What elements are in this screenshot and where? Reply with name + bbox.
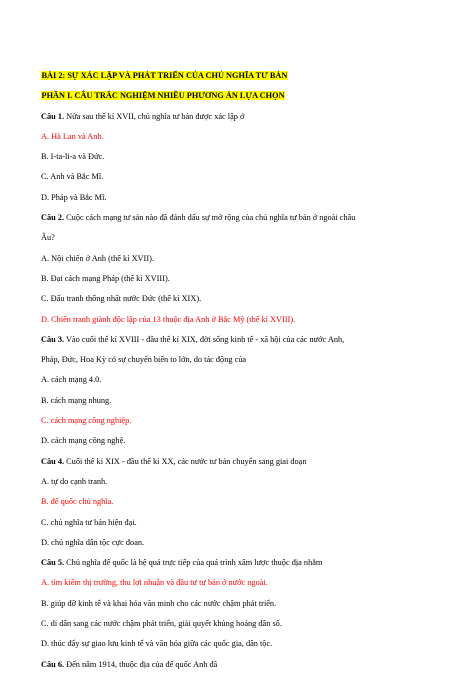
question-1-text: Nửa sau thế kỉ XVII, chủ nghĩa tư bản được xác lập ở [64,111,245,121]
document-content [41,66,411,675]
lesson-title-line [41,66,411,86]
question-3-option-d: D. cách mạng công nghệ. [41,436,126,446]
question-3-option-b: B. cách mạng nhung. [41,395,112,405]
question-1-option-d: D. Pháp và Bắc Mĩ. [41,192,107,202]
question-1 [41,107,411,127]
question-4-option-a: A. tự do cạnh tranh. [41,476,108,486]
question-5 [41,553,411,573]
question-5-option-b: B. giúp đỡ kinh tế và khai hóa văn minh cho các nước chậm phát triển. [41,598,277,608]
question-2-text-line1: Cuộc cách mạng tư sản nào đã đánh dấu sự mở rộng của chủ nghĩa tư bản ở ngoài châu [64,213,356,223]
question-5-text: Chủ nghĩa đế quốc là hệ quả trực tiếp của quá trình xâm lược thuộc địa nhằm [64,558,323,568]
question-3-text-line1: Vào cuối thế kỉ XVIII - đầu thế kỉ XIX, đời sống kinh tế - xã hội của các nước Anh, [64,334,345,344]
question-4-option-b: B. đế quốc chủ nghĩa. [41,497,114,507]
question-2-option-c: C. Đấu tranh thống nhất nước Đức (thế kỉ XIX). [41,294,202,304]
question-6-label: Câu 6. [41,659,65,669]
question-5-option-a: A. tìm kiếm thị trường, thu lợi nhuận và đầu tư tư bản ở nước ngoài. [41,578,268,588]
section-title: PHẦN I. CÂU TRẮC NGHIỆM NHIỀU PHƯƠNG ÁN LỰA CHỌN [41,91,285,101]
question-1-option-c: C. Anh và Bắc Mĩ. [41,172,104,182]
question-4-option-d: D. chủ nghĩa dân tộc cực đoan. [41,537,145,547]
question-5-label: Câu 5. [41,558,65,568]
question-3 [41,330,411,350]
question-1-option-a: A. Hà Lan và Anh. [41,131,104,141]
question-4-label: Câu 4. [41,456,65,466]
question-2-label: Câu 2. [41,213,65,223]
question-3-text-line2: Pháp, Đức, Hoa Kỳ có sự chuyển biến to lớn, do tác động của [41,355,247,365]
question-2-text-line2: Âu? [41,233,55,243]
question-3-label: Câu 3. [41,334,65,344]
question-1-option-b: B. I-ta-li-a và Đức. [41,152,105,162]
question-2-option-a: A. Nội chiến ở Anh (thế kỉ XVII). [41,253,154,263]
question-2 [41,208,411,228]
question-5-option-d: D. thúc đẩy sự giao lưu kinh tế và văn hóa giữa các quốc gia, dân tộc. [41,639,273,649]
question-1-label: Câu 1. [41,111,65,121]
question-3-option-c: C. cách mạng công nghiệp. [41,416,132,426]
question-6-text: Đến năm 1914, thuộc địa của đế quốc Anh đã [64,659,218,669]
question-2-option-b: B. Đại cách mạng Pháp (thế kỉ XVIII). [41,273,170,283]
section-title-line [41,86,411,106]
question-2-option-d: D. Chiến tranh giành độc lập của 13 thuộc địa Anh ở Bắc Mỹ (thế kỉ XVIII). [41,314,296,324]
question-5-option-c: C. di dân sang các nước chậm phát triển, giải quyết khủng hoảng dân số. [41,619,282,629]
question-6 [41,655,411,675]
question-4 [41,452,411,472]
question-3-option-a: A. cách mạng 4.0. [41,375,102,385]
question-4-text: Cuối thế kỉ XIX - đầu thế kỉ XX, các nước tư bản chuyển sang giai đoạn [64,456,307,466]
lesson-title: BÀI 2: SỰ XÁC LẬP VÀ PHÁT TRIỂN CỦA CHỦ NGHĨA TƯ BẢN [41,71,288,80]
question-4-option-c: C. chủ nghĩa tư bản hiện đại. [41,517,137,527]
